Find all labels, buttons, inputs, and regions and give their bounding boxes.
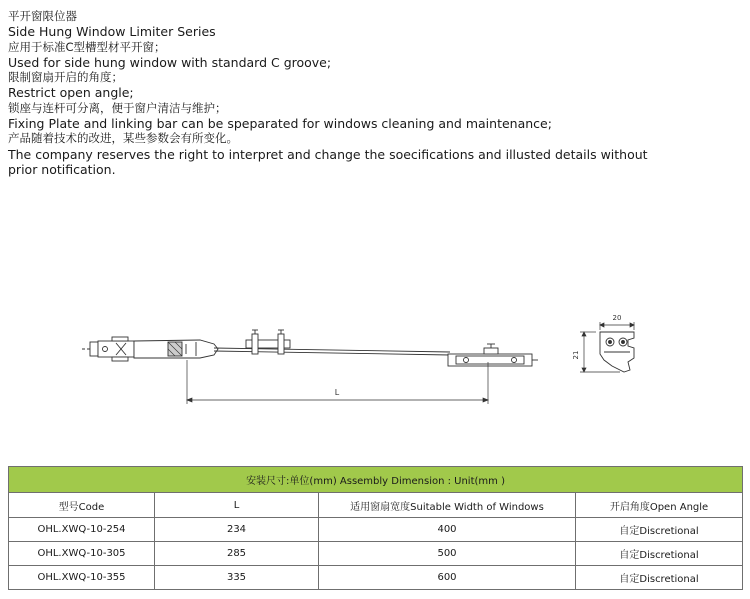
technical-drawing <box>0 300 750 420</box>
product-description <box>8 9 648 177</box>
separable-en: Fixing Plate and linking bar can be speparated for windows cleaning and maintenance; <box>8 116 552 132</box>
cell-length: 285 <box>155 542 319 566</box>
cell-code: OHL.XWQ-10-305 <box>9 542 155 566</box>
usage-en: Used for side hung window with standard C groove; <box>8 54 332 70</box>
restrict-en: Restrict open angle; <box>8 85 134 101</box>
title-zh: 平开窗限位器 <box>8 9 77 23</box>
cell-angle: 自定Discretional <box>576 518 743 542</box>
header-angle: 开启角度Open Angle <box>576 493 743 518</box>
usage-zh: 应用于标准C型槽型材平开窗； <box>8 39 166 54</box>
assembly-dimension-table <box>8 466 743 590</box>
header-width: 适用窗扇宽度Suitable Width of Windows <box>319 493 576 518</box>
cell-length: 335 <box>155 566 319 590</box>
height-label: 21 <box>572 350 580 360</box>
restrict-zh: 限制窗扇开启的角度； <box>8 70 123 85</box>
cell-width: 500 <box>319 542 576 566</box>
table-title-row <box>9 467 743 493</box>
cell-width: 400 <box>319 518 576 542</box>
notice-zh: 产品随着技术的改进，某些参数会有所变化。 <box>8 131 238 146</box>
table-row <box>9 542 743 566</box>
table-header-row <box>9 493 743 518</box>
length-dimension <box>187 360 488 404</box>
table-row <box>9 518 743 542</box>
header-length: L <box>155 493 319 518</box>
notice-en-2: prior notification. <box>8 161 116 177</box>
table-row <box>9 566 743 590</box>
limiter-side-view <box>82 330 538 366</box>
cell-width: 600 <box>319 566 576 590</box>
cell-code: OHL.XWQ-10-355 <box>9 566 155 590</box>
header-code: 型号Code <box>9 493 155 518</box>
length-label: L <box>334 388 340 397</box>
notice-en-1: The company reserves the right to interpret and change the soecifications and illusted details without <box>8 146 648 162</box>
cell-angle: 自定Discretional <box>576 566 743 590</box>
title-en: Side Hung Window Limiter Series <box>8 24 216 40</box>
table-title: 安装尺寸:单位(mm) Assembly Dimension : Unit(mm ) <box>9 467 743 493</box>
separable-zh: 锁座与连杆可分离，便于窗户清洁与维护； <box>8 100 227 115</box>
cell-angle: 自定Discretional <box>576 542 743 566</box>
width-label: 20 <box>612 314 622 322</box>
limiter-end-view <box>600 332 634 372</box>
cell-code: OHL.XWQ-10-254 <box>9 518 155 542</box>
cell-length: 234 <box>155 518 319 542</box>
